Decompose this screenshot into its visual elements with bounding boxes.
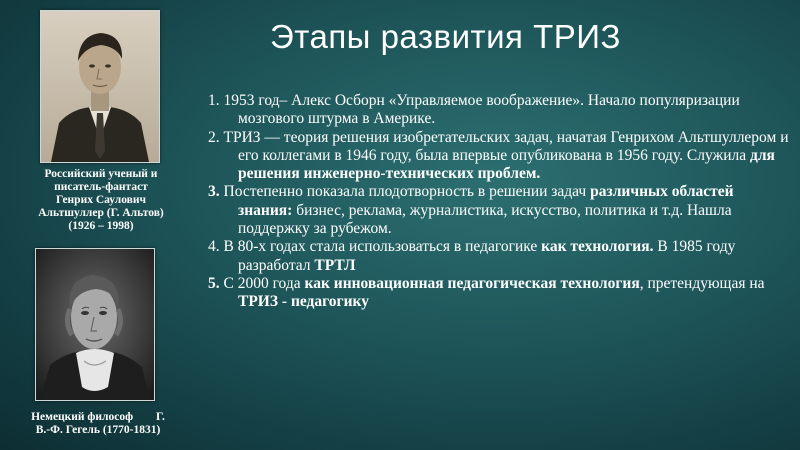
altshuller-portrait-photo <box>40 10 160 163</box>
stage-5-number: 5. <box>208 274 220 292</box>
stage-4-text-mid: В 1985 году разработал <box>238 238 736 274</box>
stage-item-3 <box>208 183 790 238</box>
stage-5-emphasis: как инновационная педагогическая технология <box>304 274 640 292</box>
hegel-portrait-image <box>36 249 154 400</box>
stage-5-text-mid: , претендующая на <box>639 274 765 292</box>
stage-5-triz-pedagogy: ТРИЗ - педагогику <box>238 293 369 311</box>
altshuller-caption-line: Альтшуллер (Г. Альтов) <box>38 207 164 219</box>
stage-2-emphasis: для решения инженерно-технических проблем. <box>238 146 775 183</box>
altshuller-caption-line: Российский ученый и <box>44 168 158 180</box>
stage-4-emphasis: как технология. <box>541 238 654 256</box>
stage-4-trtl: ТРТЛ <box>314 256 356 274</box>
stage-item-2 <box>208 129 790 184</box>
stage-1-text: 1. 1953 год– Алекс Осборн «Управляемое воображение». Начало популяризации мозгового штурма в Америке. <box>208 92 740 128</box>
stage-item-1 <box>208 92 790 129</box>
hegel-caption-line: В.-Ф. Гегель (1770-1831) <box>35 424 161 436</box>
altshuller-caption-line: писатель-фантаст <box>54 181 148 193</box>
stage-4-text: 4. В 80-х годах стала использоваться в педагогике <box>208 238 542 256</box>
altshuller-caption-line: (1926 – 1998) <box>68 220 134 232</box>
stages-list <box>208 92 790 312</box>
hegel-caption <box>18 411 178 437</box>
stage-2-text: 2. ТРИЗ — теория решения изобретательских задач, начатая Генрихом Альтшуллером и его коллегами в 1946 году, была впервые опубликована в 1956 году. Служила <box>208 128 789 164</box>
stage-3-number: 3. <box>208 183 220 201</box>
stage-3-text-end: бизнес, реклама, журналистика, искусство, политика и т.д. Нашла поддержку за рубежом. <box>238 201 732 238</box>
altshuller-portrait-image <box>41 11 159 162</box>
stage-3-text: Постепенно показала плодотворность в решении задач <box>219 183 591 201</box>
altshuller-caption <box>20 168 182 233</box>
slide-title: Этапы развития ТРИЗ <box>270 18 621 55</box>
stage-item-5 <box>208 275 790 312</box>
stage-5-text: С 2000 года <box>219 274 305 292</box>
hegel-portrait-photo <box>35 248 155 401</box>
altshuller-caption-line: Генрих Саулович <box>56 194 146 206</box>
stage-item-4 <box>208 238 790 275</box>
stage-3-emphasis: различных областей знания: <box>238 183 734 219</box>
hegel-caption-line: Немецкий философ Г. <box>31 411 165 423</box>
